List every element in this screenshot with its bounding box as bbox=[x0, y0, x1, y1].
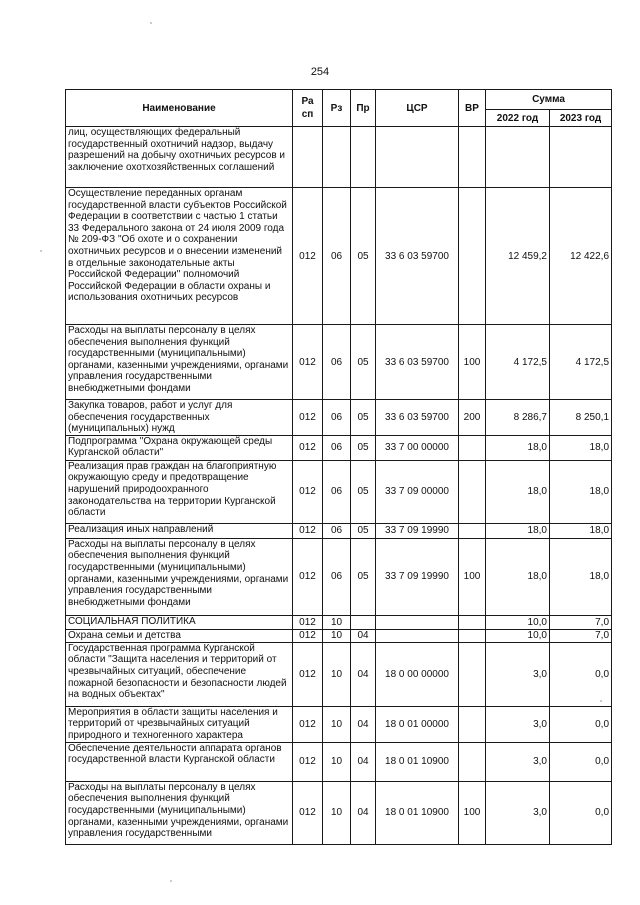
row-pr: 05 bbox=[351, 538, 376, 615]
row-rasp: 012 bbox=[293, 400, 323, 436]
row-pr bbox=[351, 615, 376, 629]
row-rz: 10 bbox=[323, 629, 351, 642]
row-name: Подпрограмма "Охрана окружающей среды Курганской области" bbox=[66, 435, 293, 460]
scan-speck bbox=[150, 22, 152, 24]
row-csr bbox=[376, 629, 459, 642]
row-vr: 100 bbox=[459, 781, 486, 844]
row-rz: 06 bbox=[323, 523, 351, 538]
row-vr bbox=[459, 435, 486, 460]
row-vr bbox=[459, 127, 486, 188]
row-pr: 05 bbox=[351, 325, 376, 400]
row-sum-2023: 18,0 bbox=[550, 523, 612, 538]
row-rasp: 012 bbox=[293, 460, 323, 523]
header-name: Наименование bbox=[66, 90, 293, 127]
row-rz: 06 bbox=[323, 325, 351, 400]
row-vr bbox=[459, 188, 486, 325]
row-pr: 05 bbox=[351, 400, 376, 436]
row-name: Расходы на выплаты персоналу в целях обеспечения выполнения функций государственными (муниципальными) органами, казенными учреждениями, органами управления государственными внебюджетными фондами bbox=[66, 538, 293, 615]
table-row bbox=[66, 642, 612, 706]
table-row bbox=[66, 188, 612, 325]
row-sum-2022: 8 286,7 bbox=[486, 400, 550, 436]
row-rasp: 012 bbox=[293, 188, 323, 325]
row-name: Охрана семьи и детства bbox=[66, 629, 293, 642]
row-sum-2023: 0,0 bbox=[550, 742, 612, 781]
scan-speck bbox=[600, 700, 602, 702]
budget-table bbox=[65, 89, 612, 845]
row-name: Реализация иных направлений bbox=[66, 523, 293, 538]
row-name: Закупка товаров, работ и услуг для обеспечения государственных (муниципальных) нужд bbox=[66, 400, 293, 436]
row-name: лиц, осуществляющих федеральный государственный охотничий надзор, выдачу разрешений на добычу охотничьих ресурсов и заключение охотхозяйственных соглашений bbox=[66, 127, 293, 188]
row-sum-2023: 0,0 bbox=[550, 642, 612, 706]
scan-speck bbox=[170, 880, 172, 882]
row-rasp: 012 bbox=[293, 706, 323, 742]
row-vr bbox=[459, 742, 486, 781]
row-vr bbox=[459, 523, 486, 538]
header-sum: Сумма bbox=[486, 90, 612, 110]
row-rz: 10 bbox=[323, 642, 351, 706]
header-year-2023: 2023 год bbox=[550, 110, 612, 127]
row-pr: 05 bbox=[351, 188, 376, 325]
row-csr: 33 6 03 59700 bbox=[376, 188, 459, 325]
row-name: Расходы на выплаты персоналу в целях обеспечения выполнения функций государственными (муниципальными) органами, казенными учреждениями, органами управления государственными внебюджетными фондами bbox=[66, 325, 293, 400]
row-sum-2023: 4 172,5 bbox=[550, 325, 612, 400]
row-vr bbox=[459, 460, 486, 523]
row-rasp: 012 bbox=[293, 435, 323, 460]
row-sum-2023: 12 422,6 bbox=[550, 188, 612, 325]
row-sum-2023: 18,0 bbox=[550, 538, 612, 615]
row-pr: 05 bbox=[351, 523, 376, 538]
header-rz: Рз bbox=[323, 90, 351, 127]
row-sum-2022: 3,0 bbox=[486, 742, 550, 781]
header-rasp: Ра сп bbox=[293, 90, 323, 127]
row-rz bbox=[323, 127, 351, 188]
row-rz: 06 bbox=[323, 460, 351, 523]
row-name: Реализация прав граждан на благоприятную окружающую среду и предотвращение нарушений природоохранного законодательства на территории Курганской области bbox=[66, 460, 293, 523]
row-csr bbox=[376, 127, 459, 188]
row-csr: 33 6 03 59700 bbox=[376, 400, 459, 436]
row-sum-2023: 8 250,1 bbox=[550, 400, 612, 436]
row-sum-2023: 18,0 bbox=[550, 435, 612, 460]
row-rasp bbox=[293, 127, 323, 188]
row-rasp: 012 bbox=[293, 523, 323, 538]
row-sum-2022: 4 172,5 bbox=[486, 325, 550, 400]
row-csr: 33 7 09 19990 bbox=[376, 523, 459, 538]
row-csr: 33 7 09 19990 bbox=[376, 538, 459, 615]
row-rz: 10 bbox=[323, 742, 351, 781]
row-name: Государственная программа Курганской области "Защита населения и территорий от чрезвычайных ситуаций, обеспечение пожарной безопасности и безопасности людей на водных объектах" bbox=[66, 642, 293, 706]
row-sum-2022: 3,0 bbox=[486, 642, 550, 706]
row-sum-2023: 7,0 bbox=[550, 615, 612, 629]
row-pr: 04 bbox=[351, 781, 376, 844]
row-sum-2023 bbox=[550, 127, 612, 188]
row-rz: 06 bbox=[323, 538, 351, 615]
row-vr bbox=[459, 642, 486, 706]
row-sum-2022: 18,0 bbox=[486, 435, 550, 460]
row-vr: 200 bbox=[459, 400, 486, 436]
row-csr: 18 0 00 00000 bbox=[376, 642, 459, 706]
row-sum-2022: 10,0 bbox=[486, 615, 550, 629]
row-sum-2023: 0,0 bbox=[550, 706, 612, 742]
row-sum-2022: 3,0 bbox=[486, 706, 550, 742]
table-row bbox=[66, 538, 612, 615]
table-row bbox=[66, 742, 612, 781]
row-rz: 06 bbox=[323, 188, 351, 325]
table-row bbox=[66, 629, 612, 642]
row-sum-2022: 10,0 bbox=[486, 629, 550, 642]
row-csr: 18 0 01 10900 bbox=[376, 742, 459, 781]
row-rz: 10 bbox=[323, 781, 351, 844]
table-row bbox=[66, 325, 612, 400]
row-pr: 04 bbox=[351, 629, 376, 642]
row-rasp: 012 bbox=[293, 538, 323, 615]
row-name: Мероприятия в области защиты населения и территорий от чрезвычайных ситуаций природного и техногенного характера bbox=[66, 706, 293, 742]
row-csr: 18 0 01 10900 bbox=[376, 781, 459, 844]
row-rz: 10 bbox=[323, 615, 351, 629]
row-rasp: 012 bbox=[293, 642, 323, 706]
row-pr: 04 bbox=[351, 742, 376, 781]
row-sum-2022: 18,0 bbox=[486, 460, 550, 523]
table-row bbox=[66, 127, 612, 188]
table-header bbox=[66, 90, 612, 127]
row-csr bbox=[376, 615, 459, 629]
row-sum-2022 bbox=[486, 127, 550, 188]
row-sum-2023: 0,0 bbox=[550, 781, 612, 844]
row-sum-2022: 12 459,2 bbox=[486, 188, 550, 325]
row-sum-2022: 18,0 bbox=[486, 538, 550, 615]
table-row bbox=[66, 781, 612, 844]
row-rz: 10 bbox=[323, 706, 351, 742]
table-row bbox=[66, 435, 612, 460]
row-csr: 33 6 03 59700 bbox=[376, 325, 459, 400]
scan-speck bbox=[40, 250, 42, 252]
row-csr: 33 7 00 00000 bbox=[376, 435, 459, 460]
row-pr: 04 bbox=[351, 706, 376, 742]
row-vr: 100 bbox=[459, 538, 486, 615]
row-csr: 18 0 01 00000 bbox=[376, 706, 459, 742]
row-name: Расходы на выплаты персоналу в целях обеспечения выполнения функций государственными (муниципальными) органами, казенными учреждениями, органами управления государственными bbox=[66, 781, 293, 844]
header-csr: ЦСР bbox=[376, 90, 459, 127]
row-rasp: 012 bbox=[293, 325, 323, 400]
row-sum-2022: 18,0 bbox=[486, 523, 550, 538]
row-vr bbox=[459, 629, 486, 642]
row-name: СОЦИАЛЬНАЯ ПОЛИТИКА bbox=[66, 615, 293, 629]
row-rasp: 012 bbox=[293, 629, 323, 642]
row-rz: 06 bbox=[323, 400, 351, 436]
row-pr: 05 bbox=[351, 435, 376, 460]
row-vr: 100 bbox=[459, 325, 486, 400]
table-row bbox=[66, 523, 612, 538]
row-rasp: 012 bbox=[293, 742, 323, 781]
row-csr: 33 7 09 00000 bbox=[376, 460, 459, 523]
row-pr: 04 bbox=[351, 642, 376, 706]
row-vr bbox=[459, 615, 486, 629]
table-row bbox=[66, 615, 612, 629]
row-pr: 05 bbox=[351, 460, 376, 523]
table-row bbox=[66, 400, 612, 436]
header-year-2022: 2022 год bbox=[486, 110, 550, 127]
table-body bbox=[66, 127, 612, 845]
row-name: Обеспечение деятельности аппарата органов государственной власти Курганской области bbox=[66, 742, 293, 781]
row-vr bbox=[459, 706, 486, 742]
header-pr: Пр bbox=[351, 90, 376, 127]
row-sum-2023: 7,0 bbox=[550, 629, 612, 642]
header-vr: ВР bbox=[459, 90, 486, 127]
row-rasp: 012 bbox=[293, 615, 323, 629]
row-name: Осуществление переданных органам государственной власти субъектов Российской Федерации в соответствии с частью 1 статьи 33 Федерального закона от 24 июля 2009 года № 209-ФЗ "Об охоте и о сохранении охотничьих ресурсов и о внесении изменений в отдельные законодательные акты Российской Федерации" полномочий Российской Федерации в области охраны и использования охотничьих ресурсов bbox=[66, 188, 293, 325]
table-row bbox=[66, 460, 612, 523]
row-rasp: 012 bbox=[293, 781, 323, 844]
page-number: 254 bbox=[310, 66, 330, 78]
row-sum-2022: 3,0 bbox=[486, 781, 550, 844]
table-row bbox=[66, 706, 612, 742]
row-pr bbox=[351, 127, 376, 188]
row-sum-2023: 18,0 bbox=[550, 460, 612, 523]
row-rz: 06 bbox=[323, 435, 351, 460]
